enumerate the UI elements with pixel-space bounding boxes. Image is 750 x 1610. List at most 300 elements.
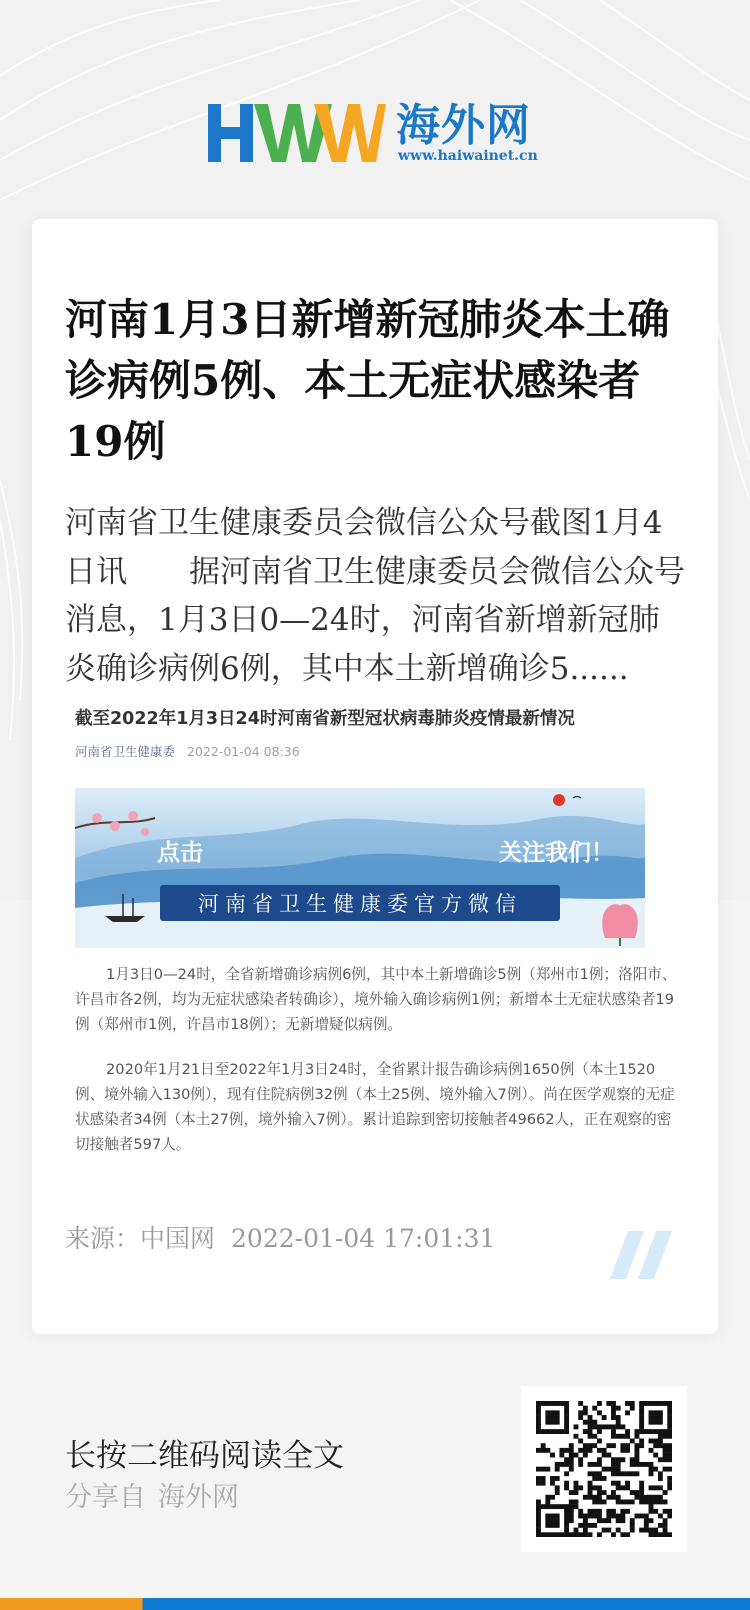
- qr-module: [578, 1457, 583, 1462]
- qr-module: [602, 1528, 607, 1533]
- qr-module: [555, 1415, 560, 1420]
- qr-module: [663, 1518, 668, 1523]
- qr-module: [625, 1410, 630, 1415]
- qr-module: [630, 1462, 635, 1467]
- qr-module: [597, 1457, 602, 1462]
- qr-module: [602, 1424, 607, 1429]
- qr-module: [592, 1424, 597, 1429]
- qr-module: [625, 1429, 630, 1434]
- qr-module: [663, 1467, 668, 1472]
- qr-module: [649, 1471, 654, 1476]
- qr-module: [564, 1457, 569, 1462]
- qr-module: [583, 1453, 588, 1458]
- qr-module: [606, 1518, 611, 1523]
- qr-module: [559, 1532, 564, 1537]
- qr-module: [602, 1499, 607, 1504]
- qr-module: [639, 1401, 644, 1406]
- qr-module: [588, 1420, 593, 1425]
- qr-module: [663, 1434, 668, 1439]
- qr-module: [583, 1514, 588, 1519]
- qr-module: [644, 1499, 649, 1504]
- qr-module: [663, 1490, 668, 1495]
- read-full-prompt: 长按二维码阅读全文: [65, 1438, 344, 1474]
- screenshot-title: 截至2022年1月3日24时河南省新型冠状病毒肺炎疫情最新情况: [75, 709, 575, 729]
- qr-module: [588, 1429, 593, 1434]
- qr-module: [597, 1410, 602, 1415]
- qr-module: [545, 1467, 550, 1472]
- qr-module: [536, 1504, 541, 1509]
- qr-module: [639, 1415, 644, 1420]
- qr-module: [663, 1457, 668, 1462]
- qr-module: [555, 1429, 560, 1434]
- qr-module: [644, 1401, 649, 1406]
- qr-module: [569, 1532, 574, 1537]
- qr-module: [583, 1518, 588, 1523]
- qr-module: [649, 1467, 654, 1472]
- qr-module: [536, 1509, 541, 1514]
- qr-module: [625, 1401, 630, 1406]
- qr-module: [639, 1410, 644, 1415]
- qr-module: [649, 1485, 654, 1490]
- qr-module: [597, 1439, 602, 1444]
- qr-module: [597, 1462, 602, 1467]
- qr-module: [634, 1453, 639, 1458]
- qr-module: [611, 1462, 616, 1467]
- qr-module: [574, 1532, 579, 1537]
- qr-module: [574, 1434, 579, 1439]
- hww-logo-icon: [208, 102, 386, 164]
- qr-module: [634, 1429, 639, 1434]
- qr-module: [606, 1528, 611, 1533]
- qr-module: [653, 1528, 658, 1533]
- qr-module: [649, 1415, 654, 1420]
- qr-module: [550, 1415, 555, 1420]
- qr-module: [630, 1406, 635, 1411]
- qr-module: [653, 1429, 658, 1434]
- qr-module: [634, 1495, 639, 1500]
- qr-module: [663, 1429, 668, 1434]
- qr-module: [639, 1443, 644, 1448]
- qr-module: [569, 1457, 574, 1462]
- qr-module: [574, 1504, 579, 1509]
- qr-module: [536, 1523, 541, 1528]
- post-date: 2022-01-04 08:36: [187, 744, 300, 759]
- qr-module: [545, 1523, 550, 1528]
- qr-module: [564, 1401, 569, 1406]
- qr-module: [550, 1476, 555, 1481]
- qr-module: [545, 1415, 550, 1420]
- article-summary: 河南省卫生健康委员会微信公众号截图1月4日讯 据河南省卫生健康委员会微信公众号消息，1月3日0—24时，河南省新增新冠肺炎确诊病例6例，其中本土新增确诊5......: [65, 505, 685, 687]
- qr-module: [545, 1429, 550, 1434]
- qr-module: [578, 1439, 583, 1444]
- qr-module: [550, 1429, 555, 1434]
- qr-module: [578, 1514, 583, 1519]
- qr-module: [639, 1514, 644, 1519]
- qr-module: [606, 1453, 611, 1458]
- qr-module: [574, 1528, 579, 1533]
- qr-module: [620, 1457, 625, 1462]
- follow-banner[interactable]: [75, 788, 645, 948]
- qr-module: [667, 1485, 672, 1490]
- qr-module: [578, 1485, 583, 1490]
- qr-module: [616, 1495, 621, 1500]
- share-site: 海外网: [158, 1482, 239, 1513]
- qr-module: [634, 1490, 639, 1495]
- qr-module: [592, 1476, 597, 1481]
- qr-module: [653, 1443, 658, 1448]
- qr-module: [611, 1481, 616, 1486]
- qr-module: [611, 1415, 616, 1420]
- qr-module: [564, 1415, 569, 1420]
- qr-module: [620, 1518, 625, 1523]
- qr-module: [611, 1514, 616, 1519]
- qr-module: [592, 1406, 597, 1411]
- qr-module: [653, 1495, 658, 1500]
- qr-module: [611, 1490, 616, 1495]
- qr-module: [545, 1448, 550, 1453]
- qr-module: [611, 1495, 616, 1500]
- qr-module: [611, 1532, 616, 1537]
- qr-module: [667, 1401, 672, 1406]
- qr-module: [620, 1532, 625, 1537]
- qr-module: [634, 1514, 639, 1519]
- qr-module: [616, 1420, 621, 1425]
- qr-module: [588, 1509, 593, 1514]
- qr-module: [663, 1499, 668, 1504]
- qr-module: [588, 1462, 593, 1467]
- qr-module: [663, 1443, 668, 1448]
- qr-module: [536, 1410, 541, 1415]
- qr-module: [588, 1490, 593, 1495]
- qr-module: [597, 1495, 602, 1500]
- screenshot-paragraph-2: 2020年1月21日至2022年1月3日24时，全省累计报告确诊病例1650例（本土1520例、境外输入130例），现有住院病例32例（本土25例、境外输入7例）。尚在医学观察的无症状感染者34例（本土27例，境外输入7例）。累计追踪到密切接触者49662人，正在观察的密切接触者597人。: [75, 1061, 675, 1153]
- qr-module: [602, 1415, 607, 1420]
- qr-module: [559, 1401, 564, 1406]
- qr-module: [616, 1481, 621, 1486]
- qr-module: [620, 1434, 625, 1439]
- qr-module: [536, 1401, 541, 1406]
- qr-module: [597, 1401, 602, 1406]
- qr-module: [639, 1424, 644, 1429]
- qr-module: [602, 1476, 607, 1481]
- qr-module: [611, 1471, 616, 1476]
- qr-module: [588, 1485, 593, 1490]
- qr-module: [564, 1448, 569, 1453]
- qr-module: [611, 1467, 616, 1472]
- qr-module: [625, 1471, 630, 1476]
- qr-module: [555, 1523, 560, 1528]
- qr-module: [536, 1532, 541, 1537]
- screenshot-paragraph-1: 1月3日0—24时，全省新增确诊病例6例，其中本土新增确诊5例（郑州市1例；洛阳市、许昌市各2例，均为无症状感染者转确诊），境外输入确诊病例1例；新增本土无症状感染者19例（郑州市1例，许昌市18例）；无新增疑似病例。: [75, 966, 677, 1033]
- qr-module: [588, 1415, 593, 1420]
- qr-module: [555, 1401, 560, 1406]
- qr-module: [658, 1420, 663, 1425]
- qr-module: [550, 1518, 555, 1523]
- qr-module: [559, 1429, 564, 1434]
- qr-module: [667, 1410, 672, 1415]
- site-logo[interactable]: [208, 100, 538, 170]
- qr-module: [658, 1457, 663, 1462]
- qr-module: [574, 1485, 579, 1490]
- qr-module: [564, 1429, 569, 1434]
- qr-module: [545, 1499, 550, 1504]
- qr-module: [653, 1499, 658, 1504]
- banner-account-bar: 河南省卫生健康委官方微信: [160, 885, 560, 921]
- qr-module: [597, 1518, 602, 1523]
- qr-module: [667, 1532, 672, 1537]
- qr-module: [541, 1481, 546, 1486]
- qr-module: [667, 1448, 672, 1453]
- qr-module: [569, 1499, 574, 1504]
- qr-module: [597, 1499, 602, 1504]
- qr-module: [564, 1504, 569, 1509]
- qr-module: [649, 1462, 654, 1467]
- qr-module: [658, 1514, 663, 1519]
- qr-module: [536, 1499, 541, 1504]
- qr-module: [545, 1504, 550, 1509]
- qr-module: [555, 1490, 560, 1495]
- qr-module: [541, 1448, 546, 1453]
- qr-module: [667, 1509, 672, 1514]
- qr-module: [611, 1406, 616, 1411]
- qr-module: [592, 1443, 597, 1448]
- qr-module: [658, 1401, 663, 1406]
- qr-module: [649, 1532, 654, 1537]
- qr-module: [658, 1434, 663, 1439]
- qr-module: [564, 1471, 569, 1476]
- qr-module: [569, 1443, 574, 1448]
- qr-module: [616, 1467, 621, 1472]
- qr-module: [620, 1424, 625, 1429]
- qr-module: [606, 1401, 611, 1406]
- qr-module: [545, 1410, 550, 1415]
- qr-module: [541, 1401, 546, 1406]
- qr-module: [639, 1420, 644, 1425]
- account-name[interactable]: 河南省卫生健康委: [75, 744, 176, 759]
- qr-module: [536, 1406, 541, 1411]
- qr-module: [588, 1523, 593, 1528]
- source-label: 来源：中国网: [65, 1224, 216, 1253]
- qr-module: [564, 1462, 569, 1467]
- qr-module: [653, 1401, 658, 1406]
- qr-module: [658, 1476, 663, 1481]
- qr-module: [639, 1462, 644, 1467]
- qr-module: [667, 1406, 672, 1411]
- qr-module: [564, 1518, 569, 1523]
- qr-module: [667, 1424, 672, 1429]
- qr-module: [658, 1499, 663, 1504]
- qr-module: [564, 1481, 569, 1486]
- qr-module: [559, 1448, 564, 1453]
- qr-module: [644, 1462, 649, 1467]
- qr-module: [536, 1448, 541, 1453]
- qr-module: [630, 1528, 635, 1533]
- qr-module: [667, 1420, 672, 1425]
- qr-module: [658, 1410, 663, 1415]
- qr-module: [649, 1499, 654, 1504]
- qr-module: [541, 1476, 546, 1481]
- qr-module: [588, 1481, 593, 1486]
- qr-module: [574, 1424, 579, 1429]
- qr-module: [545, 1420, 550, 1425]
- qr-module: [653, 1453, 658, 1458]
- qr-module: [611, 1424, 616, 1429]
- qr-module: [550, 1532, 555, 1537]
- qr-module: [536, 1415, 541, 1420]
- qr-module: [545, 1401, 550, 1406]
- qr-module: [602, 1453, 607, 1458]
- qr-module: [574, 1453, 579, 1458]
- qr-module: [653, 1420, 658, 1425]
- qr-module: [536, 1476, 541, 1481]
- qr-module: [583, 1523, 588, 1528]
- qr-module: [644, 1518, 649, 1523]
- qr-module: [592, 1523, 597, 1528]
- qr-module: [639, 1495, 644, 1500]
- qr-module: [667, 1453, 672, 1458]
- banner-click-text: 点击: [157, 839, 203, 866]
- qr-module: [536, 1481, 541, 1486]
- qr-module: [578, 1401, 583, 1406]
- qr-module: [602, 1448, 607, 1453]
- qr-module: [620, 1509, 625, 1514]
- qr-module: [588, 1424, 593, 1429]
- qr-module: [658, 1443, 663, 1448]
- qr-module: [592, 1495, 597, 1500]
- qr-module: [653, 1485, 658, 1490]
- qr-module: [663, 1523, 668, 1528]
- article-screenshot: [62, 699, 692, 1189]
- qr-module: [592, 1471, 597, 1476]
- qr-module: [583, 1443, 588, 1448]
- qr-module: [667, 1481, 672, 1486]
- qr-module: [574, 1499, 579, 1504]
- qr-module: [625, 1448, 630, 1453]
- qr-module: [611, 1429, 616, 1434]
- screenshot-meta: [75, 742, 300, 760]
- qr-module: [559, 1453, 564, 1458]
- qr-module: [616, 1434, 621, 1439]
- qr-module: [550, 1523, 555, 1528]
- logo-url: www.haiwainet.cn: [398, 148, 538, 164]
- qr-module: [667, 1429, 672, 1434]
- qr-module: [569, 1462, 574, 1467]
- qr-module: [667, 1415, 672, 1420]
- qr-module: [592, 1499, 597, 1504]
- qr-module: [653, 1415, 658, 1420]
- qr-module: [639, 1429, 644, 1434]
- qr-module: [611, 1434, 616, 1439]
- qr-module: [555, 1467, 560, 1472]
- qr-module: [536, 1429, 541, 1434]
- qr-module: [602, 1490, 607, 1495]
- qr-module: [634, 1443, 639, 1448]
- qr-module: [569, 1448, 574, 1453]
- qr-code[interactable]: [521, 1386, 687, 1552]
- qr-module: [592, 1434, 597, 1439]
- qr-module: [541, 1443, 546, 1448]
- qr-module: [639, 1406, 644, 1411]
- qr-module: [616, 1528, 621, 1533]
- qr-module: [564, 1509, 569, 1514]
- qr-module: [588, 1532, 593, 1537]
- qr-module: [597, 1448, 602, 1453]
- qr-module: [658, 1439, 663, 1444]
- qr-module: [639, 1485, 644, 1490]
- qr-module: [564, 1532, 569, 1537]
- qr-module: [550, 1495, 555, 1500]
- slash-mark-icon: [610, 1231, 674, 1279]
- qr-module: [606, 1495, 611, 1500]
- qr-module: [536, 1514, 541, 1519]
- article-title: 河南1月3日新增新冠肺炎本土确诊病例5例、本土无症状感染者19例: [65, 295, 670, 466]
- qr-module: [569, 1453, 574, 1458]
- qr-module: [653, 1532, 658, 1537]
- qr-module: [606, 1509, 611, 1514]
- qr-module: [583, 1528, 588, 1533]
- qr-module: [616, 1471, 621, 1476]
- qr-module: [658, 1485, 663, 1490]
- qr-module: [658, 1523, 663, 1528]
- qr-module: [634, 1457, 639, 1462]
- qr-module: [555, 1532, 560, 1537]
- article-date: 2022-01-04 17:01:31: [231, 1224, 496, 1253]
- qr-module: [583, 1406, 588, 1411]
- qr-module: [583, 1448, 588, 1453]
- qr-module: [583, 1429, 588, 1434]
- qr-module: [630, 1471, 635, 1476]
- qr-module: [545, 1514, 550, 1519]
- qr-module: [555, 1485, 560, 1490]
- qr-module: [667, 1467, 672, 1472]
- qr-module: [555, 1462, 560, 1467]
- qr-module: [663, 1448, 668, 1453]
- qr-module: [597, 1485, 602, 1490]
- qr-module: [550, 1514, 555, 1519]
- qr-module: [649, 1528, 654, 1533]
- qr-module: [564, 1424, 569, 1429]
- qr-module: [555, 1410, 560, 1415]
- qr-module: [658, 1495, 663, 1500]
- qr-module: [541, 1504, 546, 1509]
- share-from: [65, 1475, 239, 1514]
- qr-module: [620, 1443, 625, 1448]
- qr-module: [644, 1429, 649, 1434]
- qr-module: [550, 1420, 555, 1425]
- qr-module: [639, 1490, 644, 1495]
- qr-module: [616, 1514, 621, 1519]
- qr-module: [616, 1518, 621, 1523]
- qr-module: [597, 1471, 602, 1476]
- qr-module: [634, 1448, 639, 1453]
- qr-module: [592, 1485, 597, 1490]
- qr-module: [639, 1439, 644, 1444]
- qr-module: [630, 1518, 635, 1523]
- qr-module: [649, 1518, 654, 1523]
- qr-module: [616, 1424, 621, 1429]
- qr-module: [616, 1415, 621, 1420]
- qr-module: [583, 1420, 588, 1425]
- qr-module: [634, 1434, 639, 1439]
- qr-module: [536, 1528, 541, 1533]
- qr-module: [616, 1485, 621, 1490]
- qr-module: [559, 1504, 564, 1509]
- qr-module: [611, 1443, 616, 1448]
- qr-module: [597, 1429, 602, 1434]
- qr-module: [625, 1481, 630, 1486]
- qr-module: [667, 1434, 672, 1439]
- qr-module: [578, 1462, 583, 1467]
